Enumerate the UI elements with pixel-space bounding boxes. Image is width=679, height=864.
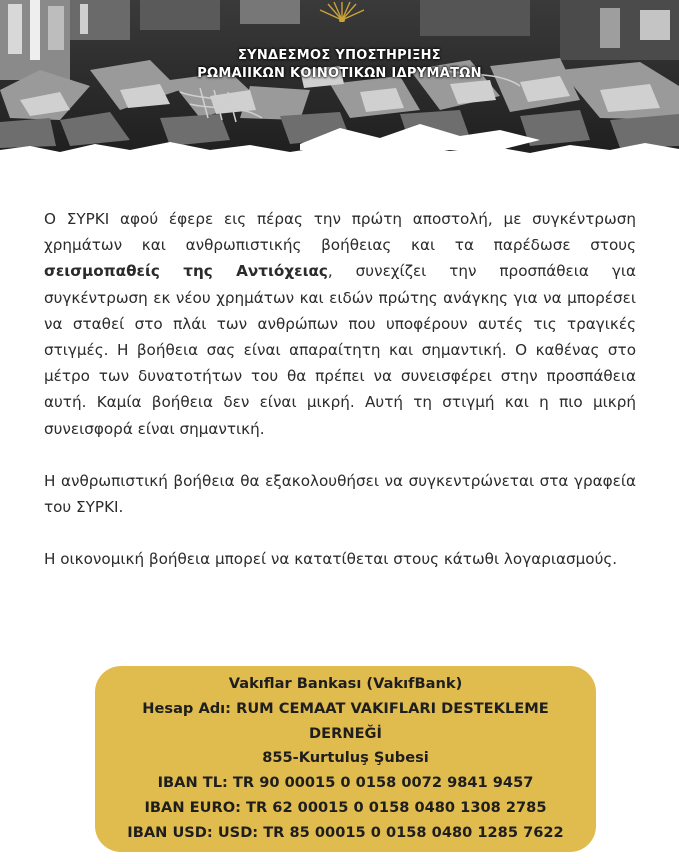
header-rubble-photo — [0, 0, 679, 172]
iban-tl: IBAN TL: TR 90 00015 0 0158 0072 9841 9457 — [157, 774, 534, 792]
highlighted-recipients: σεισμοπαθείς της Αντιόχειας — [44, 262, 328, 281]
account-name-line1: Hesap Adı: RUM CEMAAT VAKIFLARI DESTEKLEME — [142, 699, 549, 717]
organization-name-line2: ΡΩΜΑΙΙΚΩΝ ΚΟΙΝΟΤΙΚΩΝ ΙΔΡΥΜΑΤΩΝ — [197, 66, 482, 81]
announcement-body — [44, 206, 636, 572]
paragraph-1-text-start: Ο ΣΥΡΚΙ αφού έφερε εις πέρας την πρώτη αποστολή, με συγκέντρωση χρημάτων και ανθρωπιστικής βοήθειας και τα παρέδωσε στους — [44, 210, 636, 255]
account-name-line2: DERNEĞİ — [309, 724, 382, 742]
iban-euro: IBAN EURO: TR 62 00015 0 0158 0480 1308 2785 — [144, 798, 547, 816]
announcement-paragraph-2: Η ανθρωπιστική βοήθεια θα εξακολουθήσει να συγκεντρώνεται στα γραφεία του ΣΥΡΚΙ. — [44, 471, 636, 517]
iban-usd: IBAN USD: USD: TR 85 00015 0 0158 0480 1285 7622 — [127, 823, 564, 841]
rubble-image — [0, 0, 679, 172]
bank-name: Vakıflar Bankası (VakıfBank) — [228, 675, 463, 692]
paragraph-1-text-end: , συνεχίζει την προσπάθεια για συγκέντρωση εκ νέου χρημάτων και ειδών πρώτης ανάγκης για να μπορέσει να σταθεί στο πλάι των ανθρώπων που υποφέρουν αυτές τις τραγικές στιγμές. Η βοήθεια σας είναι απαραίτητη και σημαντική. Ο καθένας στο μέτρο των δυνατοτήτων του θα πρέπει να συνεισφέρει στην προσπάθεια αυτή. Καμία βοήθεια δεν είναι μικρή. Αυτή τη στιγμή και η πιο μικρή συνεισφορά είναι σημαντική. — [44, 262, 636, 438]
announcement-paragraph-3: Η οικονομική βοήθεια μπορεί να κατατίθεται στους κάτωθι λογαριασμούς. — [44, 550, 618, 569]
bank-account-box — [95, 666, 596, 852]
association-logo-icon — [312, 0, 372, 22]
organization-name-line1: ΣΥΝΔΕΣΜΟΣ ΥΠΟΣΤΗΡΙΞΗΣ — [237, 48, 441, 63]
announcement-paragraph-1 — [44, 206, 636, 442]
bank-branch: 855-Kurtuluş Şubesi — [262, 749, 429, 767]
